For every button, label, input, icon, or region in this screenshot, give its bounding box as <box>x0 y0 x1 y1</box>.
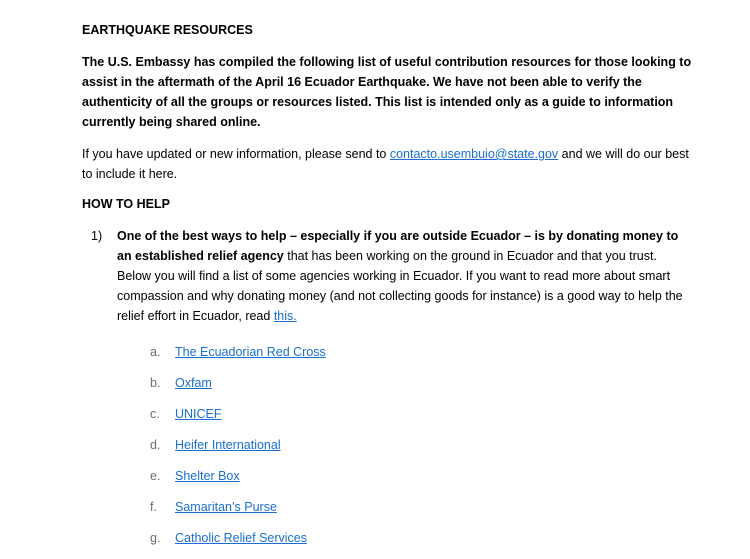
agency-item <box>150 435 692 466</box>
agency-letter: a. <box>150 345 161 359</box>
read-this-link[interactable]: this. <box>273 309 297 323</box>
agency-letter: e. <box>150 469 161 483</box>
agency-letter: c. <box>150 407 160 421</box>
agency-item <box>150 342 692 373</box>
agency-item <box>150 373 692 404</box>
document-page <box>82 20 692 559</box>
agency-letter: b. <box>150 376 161 390</box>
agency-link-unicef[interactable]: UNICEF <box>175 407 222 421</box>
agency-link-catholic-relief[interactable]: Catholic Relief Services <box>175 531 307 545</box>
update-text-before: If you have updated or new information, please send to <box>82 147 390 161</box>
intro-paragraph: The U.S. Embassy has compiled the following list of useful contribution resources for those looking to assist in the aftermath of the April 16 Ecuador Earthquake. We have not been able to verify the authenticity of all the groups or resources listed. This list is intended only as a guide to information currently being shared online. <box>82 55 692 129</box>
update-paragraph <box>82 144 692 184</box>
agency-list <box>82 342 692 559</box>
email-link[interactable]: contacto.usembuio@state.gov <box>389 147 559 161</box>
page-heading: EARTHQUAKE RESOURCES <box>82 23 253 37</box>
agency-item <box>150 528 692 559</box>
agency-link-shelter-box[interactable]: Shelter Box <box>175 469 240 483</box>
agency-link-heifer[interactable]: Heifer International <box>175 438 281 452</box>
agency-item <box>150 497 692 528</box>
agency-item <box>150 466 692 497</box>
help-item-bold-text: One of the best ways to help – especially if you are outside Ecuador – is by donating money to an established relief agency <box>117 229 679 263</box>
agency-letter: d. <box>150 438 161 452</box>
how-to-help-heading: HOW TO HELP <box>82 197 170 211</box>
agency-item <box>150 404 692 435</box>
agency-letter: g. <box>150 531 161 545</box>
agency-link-samaritans-purse[interactable]: Samaritan’s Purse <box>175 500 277 514</box>
agency-link-oxfam[interactable]: Oxfam <box>175 376 212 390</box>
help-item-1 <box>82 226 692 326</box>
agency-link-red-cross[interactable]: The Ecuadorian Red Cross <box>175 345 326 359</box>
update-text-after: and we will do our best to include it here. <box>82 147 689 181</box>
agency-letter: f. <box>150 500 157 514</box>
help-item-number: 1) <box>91 229 103 243</box>
help-item-text: that has been working on the ground in Ecuador and that you trust. Below you will find a list of some agencies working in Ecuador. If you want to read more about smart compassion and why donating money (and not collecting goods for instance) is a good way to help the relief effort in Ecuador, read <box>117 249 683 323</box>
